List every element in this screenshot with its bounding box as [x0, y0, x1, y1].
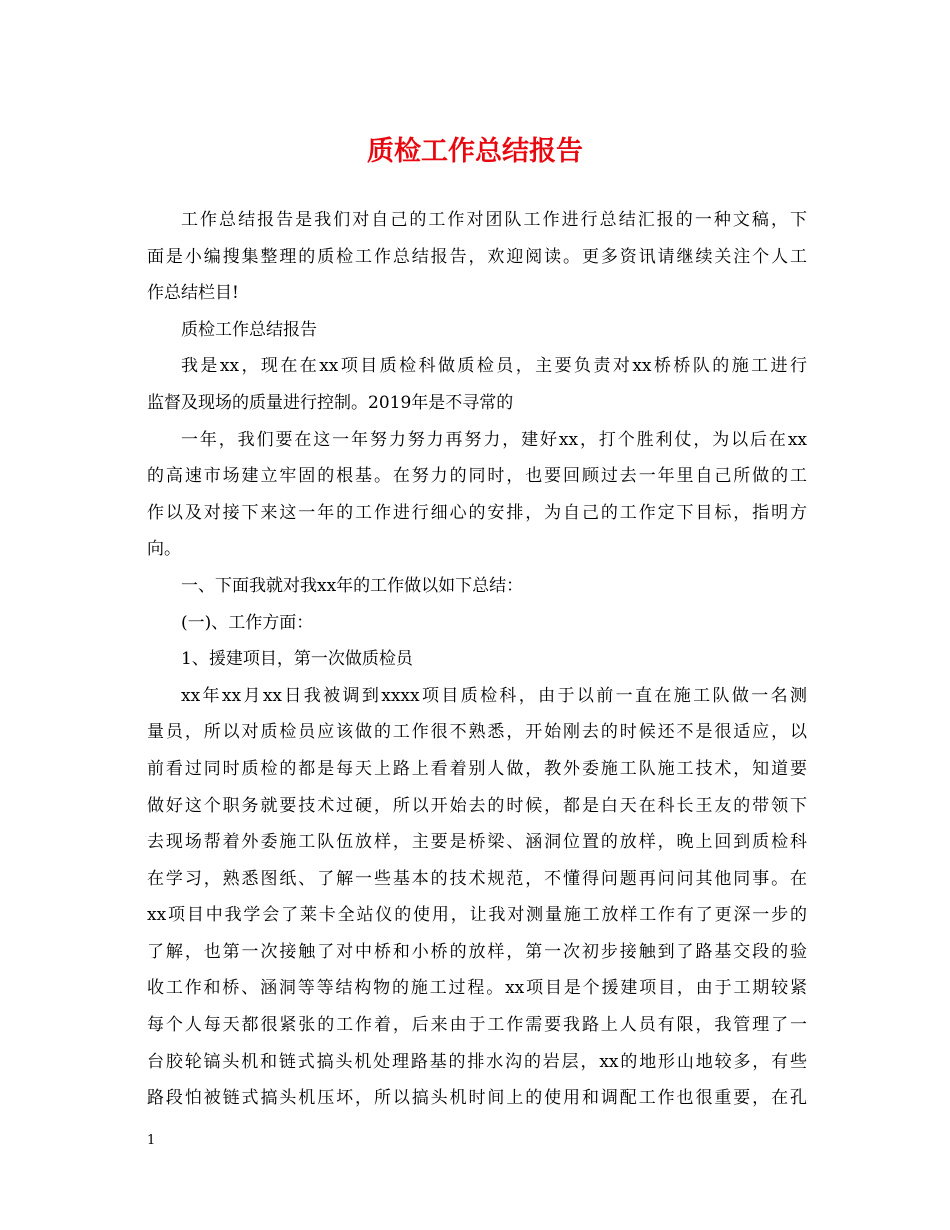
body-line: 作以及对接下来这一年的工作进行细心的安排，为自己的工作定下目标，指明方 — [147, 502, 807, 523]
body-line: 1、援建项目，第一次做质检员 — [181, 649, 413, 670]
body-line: xx年xx月xx日我被调到xxxx项目质检科，由于以前一直在施工队做一名测 — [181, 685, 807, 706]
body-line: 收工作和桥、涵洞等等结构物的施工过程。xx项目是个援建项目，由于工期较紧 — [147, 978, 807, 999]
body-line: 每个人每天都很紧张的工作着，后来由于工作需要我路上人员有限，我管理了一 — [147, 1015, 807, 1036]
body-line: 工作总结报告是我们对自己的工作对团队工作进行总结汇报的一种文稿，下 — [181, 210, 807, 230]
body-line: 向。 — [147, 539, 181, 560]
body-line: 前看过同时质检的都是每天上路上看着别人做，教外委施工队施工技术，知道要 — [147, 758, 807, 779]
body-line: 一、下面我就对我xx年的工作做以如下总结： — [181, 575, 524, 596]
body-line: 面是小编搜集整理的质检工作总结报告，欢迎阅读。更多资讯请继续关注个人工 — [147, 246, 807, 267]
body-line: 监督及现场的质量进行控制。2019年是不寻常的 — [147, 392, 514, 413]
body-line: 量员，所以对质检员应该做的工作很不熟悉，开始刚去的时候还不是很适应，以 — [147, 722, 807, 743]
body-line: 质检工作总结报告 — [181, 319, 317, 340]
body-line: 我是xx，现在在xx项目质检科做质检员，主要负责对xx桥桥队的施工进行 — [181, 356, 807, 377]
document-body — [147, 202, 807, 1117]
document-title: 质检工作总结报告 — [367, 136, 583, 167]
body-line: 了解，也第一次接触了对中桥和小桥的放样，第一次初步接触到了路基交段的验 — [147, 941, 807, 962]
body-line: 的高速市场建立牢固的根基。在努力的同时，也要回顾过去一年里自己所做的工 — [147, 466, 807, 487]
body-line: xx项目中我学会了莱卡全站仪的使用，让我对测量施工放样工作有了更深一步的 — [147, 905, 807, 926]
body-line: 在学习，熟悉图纸、了解一些基本的技术规范，不懂得问题再问问其他同事。在 — [147, 868, 807, 889]
body-line: 去现场帮着外委施工队伍放样，主要是桥梁、涵洞位置的放样，晚上回到质检科 — [147, 832, 807, 853]
body-line: 作总结栏目! — [147, 283, 239, 304]
body-line: (一)、工作方面： — [181, 612, 314, 633]
page-number: 1 — [147, 1133, 156, 1148]
body-line: 做好这个职务就要技术过硬，所以开始去的时候，都是白天在科长王友的带领下 — [147, 795, 807, 816]
body-line: 台胶轮镐头机和链式搞头机处理路基的排水沟的岩层，xx的地形山地较多，有些 — [147, 1051, 807, 1072]
body-line: 一年，我们要在这一年努力努力再努力，建好xx，打个胜利仗，为以后在xx — [181, 429, 807, 450]
body-line: 路段怕被链式搞头机压坏，所以搞头机时间上的使用和调配工作也很重要，在孔 — [147, 1088, 807, 1109]
